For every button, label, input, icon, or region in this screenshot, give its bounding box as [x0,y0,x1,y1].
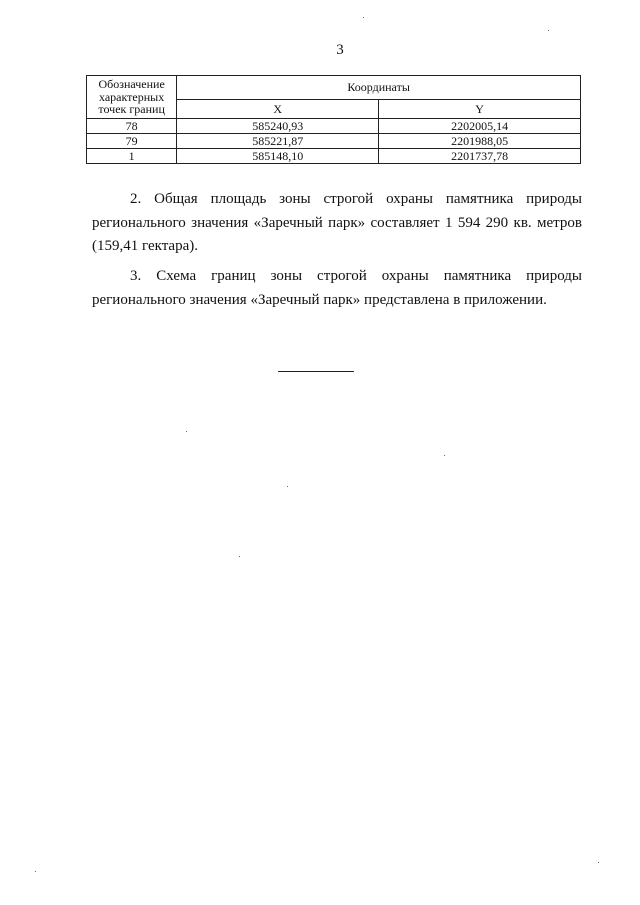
paragraph-boundary-scheme [92,265,582,312]
paragraph-text: 2. Общая площадь зоны строгой охраны памятника природы регионального значения «Заречный парк» составляет 1 594 290 кв. метров (159,41 гектара). [92,191,582,254]
cell-y: 2202005,14 [379,118,581,133]
table-header-row [87,76,581,100]
table-row [87,133,581,148]
table-row [87,148,581,163]
closing-separator-line [278,371,354,372]
page-number: 3 [336,42,344,58]
header-coordinates: Координаты [177,76,581,100]
scan-speck [186,431,187,432]
scan-speck [444,455,445,456]
scan-speck [548,30,549,31]
header-point-line: точек границ [98,102,165,116]
header-y: Y [379,99,581,118]
coordinates-table [86,75,581,164]
scan-speck [239,556,240,557]
cell-y: 2201988,05 [379,133,581,148]
cell-x: 585240,93 [177,118,379,133]
scan-speck [35,871,36,872]
header-x: X [177,99,379,118]
scan-speck [598,862,599,863]
scan-speck [363,17,364,18]
cell-x: 585221,87 [177,133,379,148]
cell-y: 2201737,78 [379,148,581,163]
cell-point: 79 [87,133,177,148]
header-point-line: Обозначение [98,77,165,91]
table-row [87,118,581,133]
header-point-designation [87,76,177,119]
cell-point: 1 [87,148,177,163]
paragraph-text: 3. Схема границ зоны строгой охраны памятника природы регионального значения «Заречный парк» представлена в приложении. [92,268,582,308]
cell-point: 78 [87,118,177,133]
paragraph-total-area [92,188,582,259]
scan-speck [287,486,288,487]
cell-x: 585148,10 [177,148,379,163]
header-point-line: характерных [99,89,165,104]
